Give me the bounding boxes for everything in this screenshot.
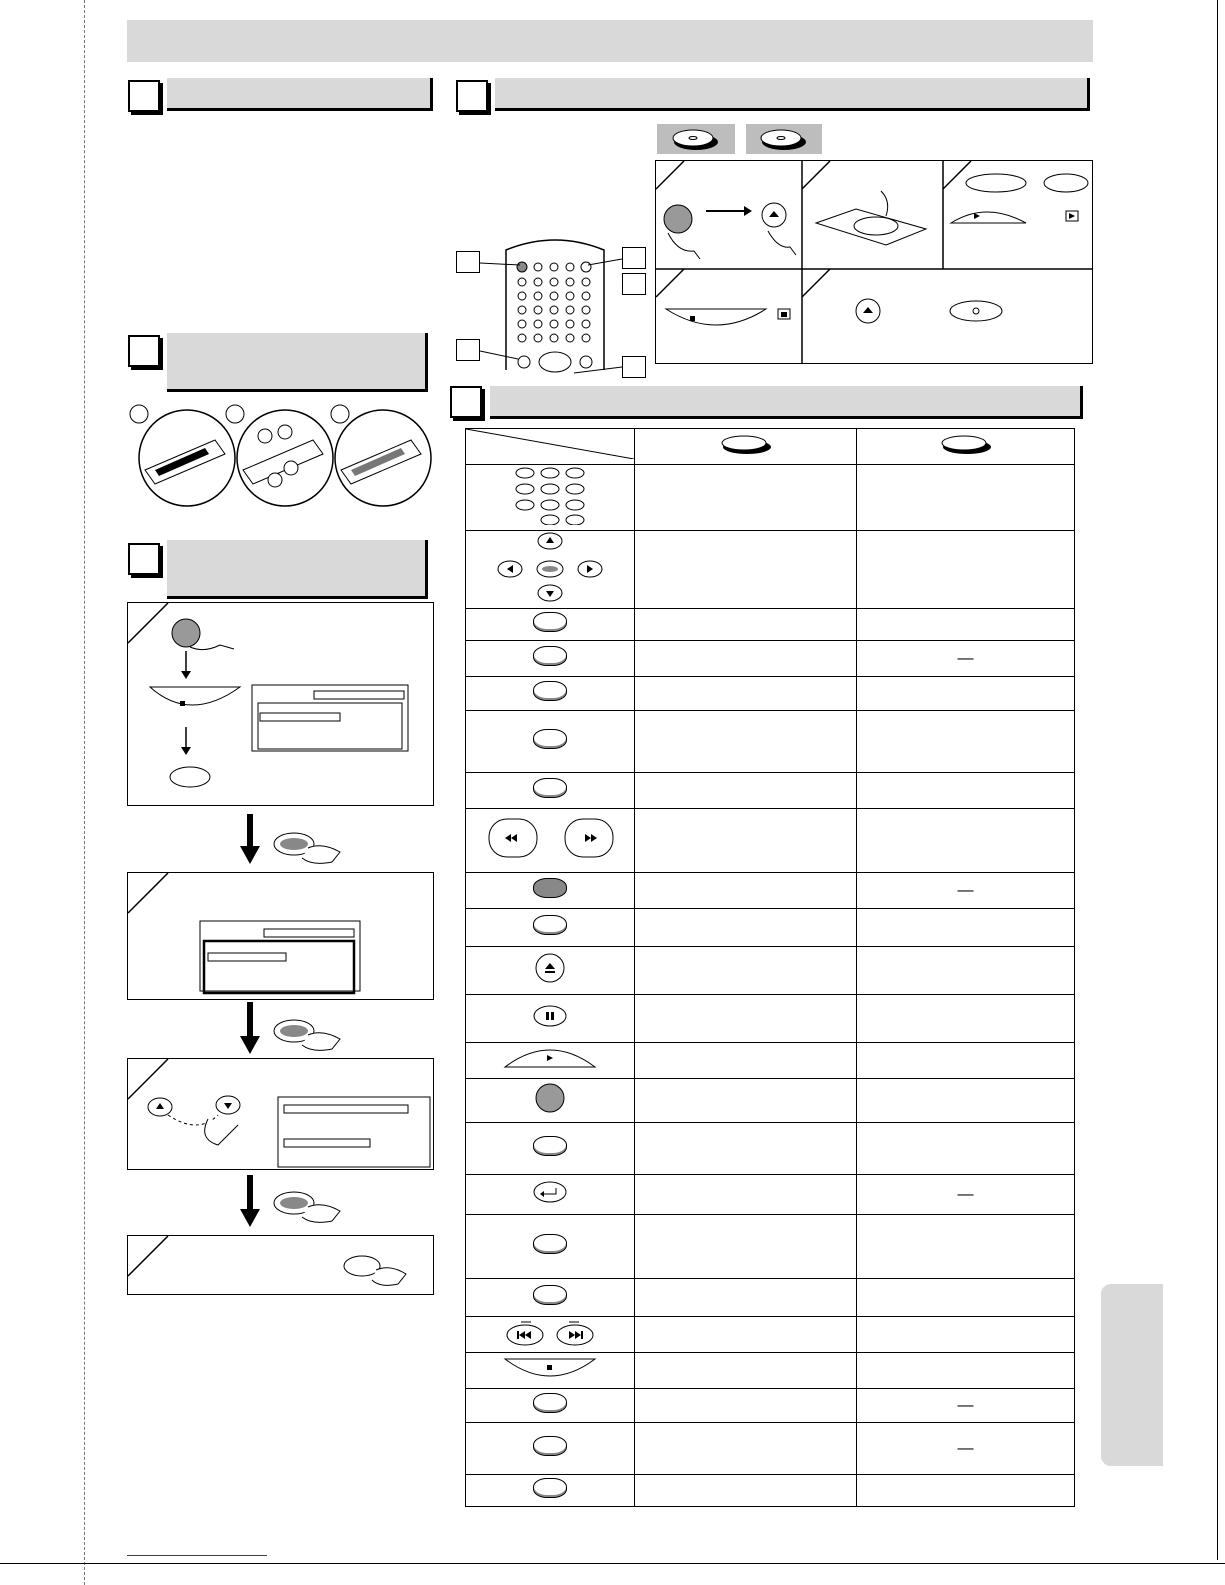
enter-button-hand — [272, 1187, 344, 1223]
arrow-down-1 — [240, 814, 260, 864]
table-row — [466, 1079, 635, 1123]
table-row — [466, 609, 635, 641]
return-icon — [530, 1179, 570, 1205]
section-head-3 — [167, 333, 428, 392]
disc-icon — [746, 124, 822, 154]
table-row — [466, 909, 635, 947]
number-buttons-icon — [495, 465, 605, 525]
page-header-band — [127, 20, 1093, 62]
dash-mark: — — [856, 873, 1074, 909]
arrow-buttons-icon — [485, 531, 615, 603]
arrow-down-2 — [240, 1002, 260, 1054]
rewind-fast-forward-icon — [475, 813, 625, 863]
side-index-tab — [1101, 1284, 1163, 1466]
section-head-4 — [167, 540, 428, 599]
table-row — [466, 1317, 635, 1353]
footer-link-underline — [127, 1555, 267, 1556]
table-row — [466, 995, 635, 1043]
table-row — [466, 641, 635, 677]
setup-panel-4 — [127, 1235, 434, 1295]
battery-steps — [125, 400, 435, 508]
disc-badge-dvd — [657, 124, 735, 154]
table-row — [466, 711, 635, 773]
pause-icon — [530, 1001, 570, 1031]
battery-icon — [125, 400, 435, 508]
section-head-2 — [495, 78, 1090, 111]
setup-panel-2 — [127, 872, 434, 1000]
table-row — [466, 1279, 635, 1317]
table-row — [466, 1123, 635, 1175]
callout-box-1 — [456, 251, 480, 273]
arrow-down-3 — [240, 1175, 260, 1227]
table-row — [466, 773, 635, 809]
table-row — [466, 1389, 635, 1423]
table-header-dvd — [635, 429, 857, 465]
function-table — [465, 428, 1075, 1507]
disc-icon — [935, 431, 995, 457]
table-row — [466, 809, 635, 873]
table-row — [466, 1215, 635, 1279]
dash-mark: — — [856, 1389, 1074, 1423]
dash-mark: — — [856, 1175, 1074, 1215]
section-number-box-3 — [128, 335, 160, 367]
power-icon — [530, 1081, 570, 1115]
table-row — [466, 1423, 635, 1475]
table-header-cd — [856, 429, 1074, 465]
skip-icon — [495, 1317, 605, 1347]
table-row — [466, 873, 635, 909]
callout-lines — [478, 255, 628, 375]
disc-icon — [657, 124, 735, 154]
footer-rule — [0, 1563, 1225, 1564]
eject-icon — [530, 951, 570, 985]
table-row — [466, 677, 635, 711]
table-row — [466, 531, 635, 609]
section-number-box-1 — [128, 80, 160, 112]
section-number-box-5 — [450, 386, 482, 418]
table-row — [466, 1043, 635, 1079]
table-row — [466, 1353, 635, 1389]
play-icon — [495, 1043, 605, 1073]
table-header-corner — [466, 429, 635, 465]
table-row — [466, 947, 635, 995]
setup-panel-1 — [127, 602, 434, 806]
dash-mark: — — [856, 641, 1074, 677]
section-number-box-4 — [128, 543, 160, 575]
section-head-1 — [167, 78, 433, 111]
table-row — [466, 1175, 635, 1215]
playback-steps-panel — [655, 160, 1093, 364]
enter-button-hand — [272, 1015, 344, 1051]
enter-button-hand — [272, 828, 344, 864]
disc-badge-cd — [746, 124, 822, 154]
section-number-box-2 — [456, 80, 488, 112]
dash-mark: — — [856, 1423, 1074, 1475]
table-row — [466, 1475, 635, 1507]
section-head-5 — [490, 386, 1083, 419]
setup-panel-3 — [127, 1058, 434, 1170]
disc-icon — [715, 431, 775, 457]
table-row — [466, 465, 635, 531]
cut-line — [84, 0, 85, 1585]
callout-box-4 — [456, 339, 480, 361]
page-edge-line — [1217, 0, 1218, 1560]
stop-icon — [495, 1353, 605, 1383]
